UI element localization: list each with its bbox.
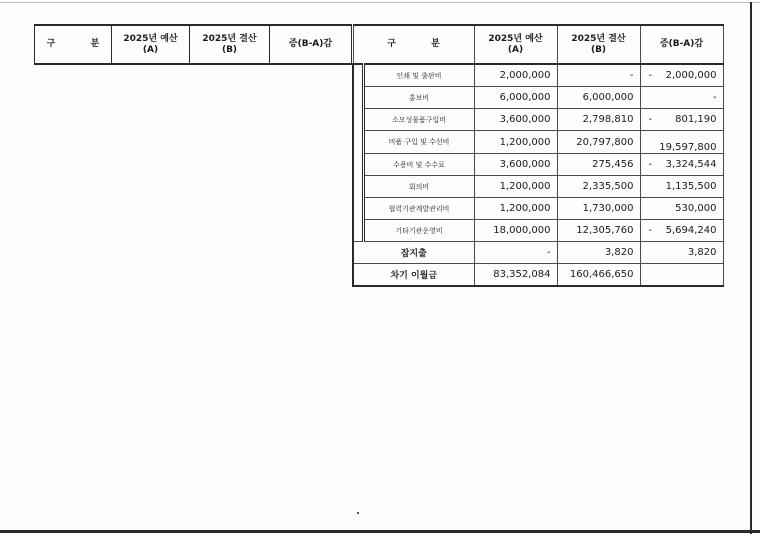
row-settlement: 20,797,800: [557, 131, 640, 154]
misc-diff: 3,820: [640, 242, 723, 264]
table-row: [353, 87, 723, 109]
misc-budget: -: [474, 242, 557, 264]
row-budget: 2,000,000: [474, 64, 557, 87]
carryover-budget: 83,352,084: [474, 264, 557, 287]
header-category-char-2: 분: [431, 39, 440, 49]
row-diff-value: 2,000,000: [665, 70, 717, 81]
header-settlement: [557, 25, 640, 64]
row-group-gutter: [353, 64, 363, 242]
row-label: 인쇄 및 출판비: [363, 64, 474, 87]
header-budget-line2: (A): [507, 44, 524, 55]
row-budget: 1,200,000: [474, 198, 557, 220]
header-category-char-1: 구: [387, 39, 396, 49]
row-label: 비품 구입 및 수선비: [363, 131, 474, 154]
row-diff: [640, 109, 723, 131]
row-budget: 1,200,000: [474, 176, 557, 198]
row-diff-value: -: [712, 92, 717, 103]
carryover-diff: [640, 264, 723, 287]
row-diff: [640, 154, 723, 176]
row-diff-value: 530,000: [675, 203, 717, 214]
row-settlement: 12,305,760: [557, 220, 640, 242]
misc-settlement: 3,820: [557, 242, 640, 264]
row-diff-sign: -: [648, 159, 653, 170]
row-settlement: 2,798,810: [557, 109, 640, 131]
header-settlement-line2: (B): [221, 44, 238, 55]
left-header-table: [34, 24, 352, 65]
table-row: [353, 64, 723, 87]
row-settlement: 2,335,500: [557, 176, 640, 198]
row-budget: 3,600,000: [474, 154, 557, 176]
header-budget-line2: (A): [142, 44, 159, 55]
header-category: [353, 25, 474, 64]
header-budget: [112, 25, 190, 64]
row-diff: [640, 176, 723, 198]
row-settlement: 275,456: [557, 154, 640, 176]
header-settlement-line2: (B): [590, 44, 607, 55]
header-category-char-1: 구: [46, 39, 56, 49]
header-settlement-line1: 2025년 결산: [202, 33, 257, 44]
table-row: [353, 131, 723, 154]
header-budget-line1: 2025년 예산: [488, 33, 543, 44]
header-category: [35, 25, 112, 64]
row-label: 협력기관계발관리비: [363, 198, 474, 220]
row-settlement: 1,730,000: [557, 198, 640, 220]
table-row: [353, 154, 723, 176]
row-diff-value: 5,694,240: [665, 225, 717, 236]
row-label: 소모성물품구입비: [363, 109, 474, 131]
header-diff: 증(B-A)감: [270, 25, 352, 64]
row-label: 회의비: [363, 176, 474, 198]
left-header-row: [35, 25, 352, 64]
row-budget: 6,000,000: [474, 87, 557, 109]
row-budget: 1,200,000: [474, 131, 557, 154]
row-diff-value: 19,597,800: [659, 142, 717, 153]
page-mark: [357, 512, 359, 514]
budget-table: [352, 24, 724, 287]
row-label: 수용비 및 수수료: [363, 154, 474, 176]
row-settlement: -: [557, 64, 640, 87]
row-budget: 3,600,000: [474, 109, 557, 131]
row-diff-value: 3,324,544: [665, 159, 717, 170]
row-diff: [640, 131, 723, 154]
table-row: [353, 198, 723, 220]
carryover-settlement: 160,466,650: [557, 264, 640, 287]
header-settlement-line1: 2025년 결산: [571, 33, 626, 44]
table-row: [353, 176, 723, 198]
row-label: 기타기관운영비: [363, 220, 474, 242]
header-diff: 증(B-A)감: [640, 25, 723, 64]
bottom-rule: [0, 530, 760, 533]
header-budget: [474, 25, 557, 64]
budget-table-header: [353, 25, 723, 64]
top-rule: [0, 2, 760, 3]
row-diff: [640, 87, 723, 109]
carryover-row: [353, 264, 723, 287]
row-diff-sign: -: [648, 70, 653, 81]
misc-label: 잡지출: [353, 242, 474, 264]
header-settlement: [190, 25, 270, 64]
row-diff: [640, 64, 723, 87]
header-category-char-2: 분: [90, 39, 100, 49]
row-diff: [640, 198, 723, 220]
row-diff: [640, 220, 723, 242]
row-label: 홍보비: [363, 87, 474, 109]
table-row: [353, 220, 723, 242]
right-rule: [750, 2, 752, 534]
table-row: [353, 109, 723, 131]
row-settlement: 6,000,000: [557, 87, 640, 109]
misc-row: [353, 242, 723, 264]
row-diff-sign: -: [648, 225, 653, 236]
row-diff-value: 801,190: [675, 114, 717, 125]
carryover-label: 차기 이월금: [353, 264, 474, 287]
row-diff-value: 1,135,500: [665, 181, 717, 192]
row-budget: 18,000,000: [474, 220, 557, 242]
row-diff-sign: -: [648, 114, 653, 125]
header-budget-line1: 2025년 예산: [123, 33, 178, 44]
